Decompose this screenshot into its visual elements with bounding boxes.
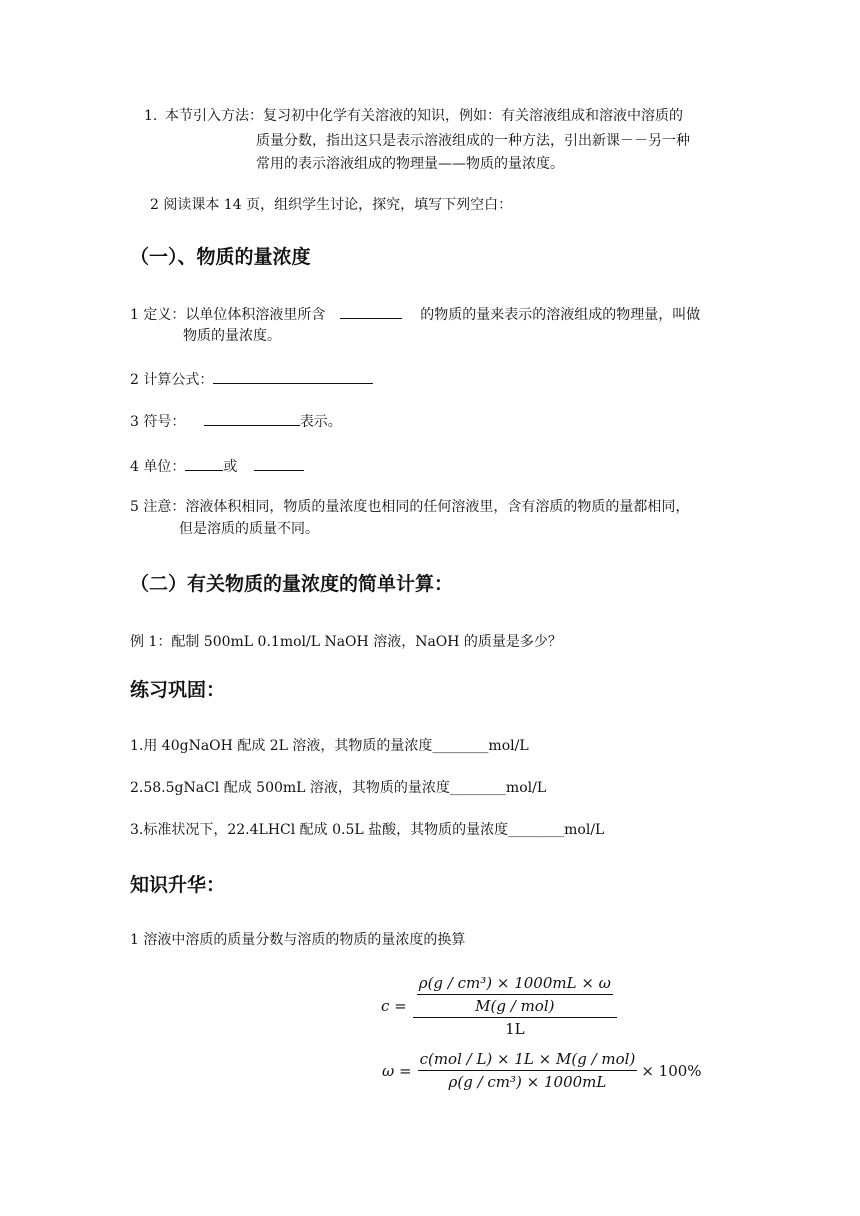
section1-title: （一）、物质的量浓度 (130, 246, 311, 268)
definition-text-b: 的物质的量来表示的溶液组成的物理量，叫做 (420, 307, 701, 323)
formula-w-num: c(mol / L) × 1L × M(g / mol) (418, 1048, 638, 1071)
unit-label: 4 单位： (130, 459, 186, 475)
definition-line2: 物质的量浓度。 (183, 328, 281, 344)
symbol-line (130, 411, 342, 432)
symbol-blank[interactable] (204, 411, 300, 426)
practice-q1: 1.用 40gNaOH 配成 2L 溶液，其物质的量浓度________mol/L (130, 738, 529, 754)
knowledge-title: 知识升华： (130, 874, 226, 896)
unit-blank-1[interactable] (185, 456, 223, 471)
symbol-label: 3 符号： (130, 414, 186, 430)
formula-c-inner-den: M(g / mol) (475, 997, 555, 1015)
intro-item1-line2: 质量分数，指出这只是表示溶液组成的一种方法，引出新课－－另一种 (256, 133, 690, 149)
formula-c-lhs: c = (381, 997, 407, 1015)
formula-w-fraction (418, 1048, 638, 1093)
formula-w (382, 1048, 702, 1093)
definition-line (130, 304, 700, 325)
formula-c-fraction (413, 972, 617, 1040)
practice-title: 练习巩固： (130, 679, 226, 701)
definition-text-a: 1 定义：以单位体积溶液里所含 (130, 307, 326, 323)
knowledge-item1: 1 溶液中溶质的质量分数与溶质的物质的量浓度的换算 (130, 932, 466, 948)
unit-line (130, 456, 304, 477)
unit-or: 或 (223, 459, 238, 475)
formula-line (130, 369, 373, 390)
note-line2: 但是溶质的质量不同。 (179, 521, 319, 537)
formula-c (381, 972, 617, 1040)
symbol-tail: 表示。 (299, 414, 342, 430)
practice-q2: 2.58.5gNaCl 配成 500mL 溶液，其物质的量浓度________mol/L (130, 780, 547, 796)
formula-blank[interactable] (213, 369, 373, 384)
formula-c-den: 1L (505, 1020, 525, 1038)
example1: 例 1：配制 500mL 0.1mol/L NaOH 溶液，NaOH 的质量是多少？ (130, 634, 562, 650)
formula-w-den: ρ(g / cm³) × 1000mL (448, 1073, 607, 1091)
unit-blank-2[interactable] (254, 456, 304, 471)
formula-label: 2 计算公式： (130, 372, 214, 388)
formula-w-tail: × 100% (641, 1061, 702, 1080)
formula-w-lhs: ω = (382, 1061, 412, 1080)
practice-q3: 3.标准状况下，22.4LHCl 配成 0.5L 盐酸，其物质的量浓度________mol/L (130, 822, 605, 838)
section2-title: （二）有关物质的量浓度的简单计算： (130, 573, 454, 595)
intro-item1-line1: 本节引入方法：复习初中化学有关溶液的知识，例如：有关溶液组成和溶液中溶质的 (165, 108, 683, 124)
intro-item1-number: 1. (144, 108, 158, 124)
note-line1: 5 注意：溶液体积相同，物质的量浓度也相同的任何溶液里，含有溶质的物质的量都相同， (130, 499, 690, 515)
formula-c-inner-num: ρ(g / cm³) × 1000mL × ω (417, 972, 613, 995)
intro-item1-line3: 常用的表示溶液组成的物理量——物质的量浓度。 (256, 156, 564, 172)
definition-blank[interactable] (340, 304, 402, 319)
intro-item2: 2 阅读课本 14 页，组织学生讨论，探究，填写下列空白： (150, 197, 513, 213)
